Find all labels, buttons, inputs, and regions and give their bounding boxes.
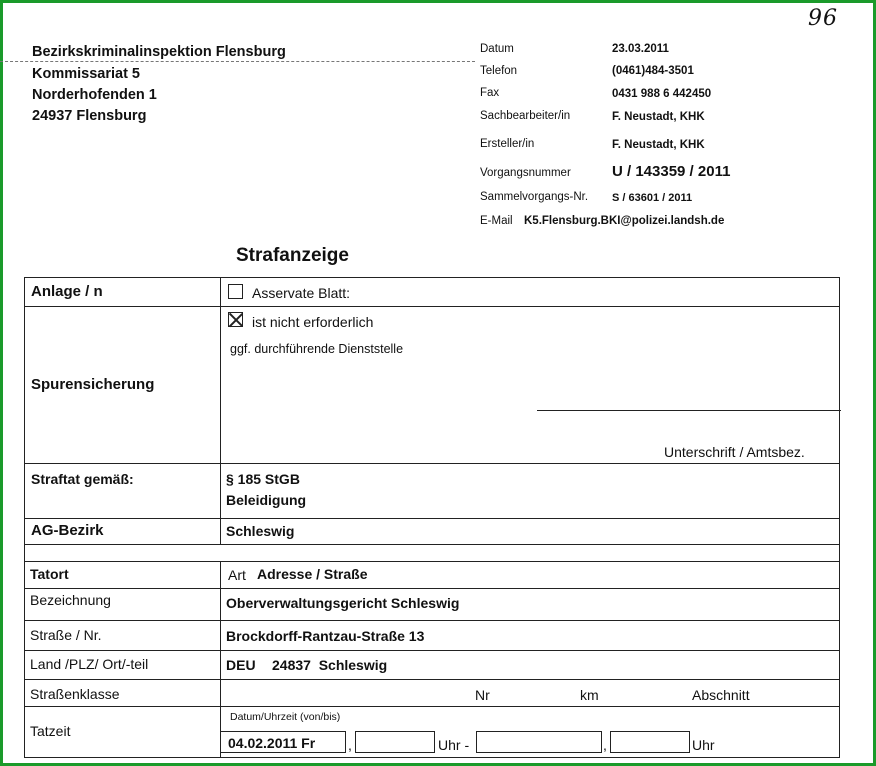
divider	[220, 277, 221, 307]
spuren-signature-caption: Unterschrift / Amtsbez.	[664, 444, 805, 460]
ersteller-label: Ersteller/in	[480, 138, 535, 150]
divider	[220, 561, 221, 589]
bezeichnung-value: Oberverwaltungsgericht Schleswig	[226, 595, 460, 611]
email-label: E-Mail	[480, 215, 513, 227]
datum-label: Datum	[480, 43, 514, 55]
sammel-label: Sammelvorgangs-Nr.	[480, 191, 589, 203]
sender-agency: Bezirkskriminalinspektion Flensburg	[32, 44, 286, 60]
date-from-value: 04.02.2011 Fr	[228, 735, 316, 751]
land-label: Land /PLZ/ Ort/-teil	[30, 656, 149, 672]
sender-department: Kommissariat 5	[32, 66, 140, 82]
km-label: km	[580, 687, 599, 703]
tatort-label: Tatort	[30, 566, 69, 582]
divider	[220, 679, 221, 707]
row-strasse	[24, 620, 840, 651]
strasse-value: Brockdorff-Rantzau-Straße 13	[226, 628, 425, 644]
time-from-field[interactable]	[355, 731, 435, 753]
sachbearbeiter-label: Sachbearbeiter/in	[480, 110, 571, 122]
comma-2: ,	[603, 737, 607, 753]
klasse-label: Straßenklasse	[30, 686, 120, 702]
address-divider	[0, 61, 475, 62]
divider	[220, 588, 221, 621]
spuren-option: ist nicht erforderlich	[252, 314, 374, 330]
row-ag-bezirk	[24, 518, 840, 545]
email-value: K5.Flensburg.BKI@polizei.landsh.de	[524, 215, 725, 227]
document-title: Strafanzeige	[236, 245, 349, 266]
divider	[220, 620, 221, 651]
spuren-label: Spurensicherung	[31, 376, 155, 393]
straftat-label: Straftat gemäß:	[31, 471, 134, 487]
land-plz-ort: 24837 Schleswig	[272, 657, 388, 673]
uhr-1-label: Uhr -	[438, 737, 470, 753]
telefon-value: (0461)484-3501	[612, 65, 694, 77]
tatort-art-value: Adresse / Straße	[257, 566, 368, 582]
date-to-field[interactable]	[476, 731, 602, 753]
datum-value: 23.03.2011	[612, 43, 669, 55]
vorgang-label: Vorgangsnummer	[480, 167, 571, 179]
sender-city: 24937 Flensburg	[32, 108, 147, 124]
comma-1: ,	[348, 737, 352, 753]
straftat-name: Beleidigung	[226, 492, 307, 508]
sachbearbeiter-value: F. Neustadt, KHK	[612, 111, 705, 123]
anlage-label: Anlage / n	[31, 283, 103, 300]
bezeichnung-label: Bezeichnung	[30, 592, 111, 608]
row-tatort	[24, 561, 840, 589]
row-spacer	[24, 544, 840, 562]
abschnitt-label: Abschnitt	[692, 687, 750, 703]
time-to-field[interactable]	[610, 731, 690, 753]
nr-label: Nr	[475, 687, 490, 703]
divider	[220, 463, 221, 519]
ag-label: AG-Bezirk	[31, 522, 104, 539]
fax-label: Fax	[480, 87, 500, 99]
signature-line	[537, 410, 841, 411]
ag-value: Schleswig	[226, 523, 295, 539]
spuren-note: ggf. durchführende Dienststelle	[230, 342, 404, 356]
row-straftat	[24, 463, 840, 519]
divider	[220, 650, 221, 680]
anlage-option: Asservate Blatt:	[252, 285, 351, 301]
sammel-value: S / 63601 / 2011	[612, 192, 693, 204]
spuren-checkbox-checked[interactable]	[228, 312, 243, 327]
anlage-checkbox[interactable]	[228, 284, 243, 299]
uhr-2-label: Uhr	[692, 737, 715, 753]
straftat-paragraph: § 185 StGB	[226, 471, 300, 487]
telefon-label: Telefon	[480, 65, 518, 77]
divider	[220, 306, 221, 464]
row-anlage	[24, 277, 840, 307]
sender-street: Norderhofenden 1	[32, 87, 157, 103]
land-country: DEU	[226, 657, 256, 673]
ersteller-value: F. Neustadt, KHK	[612, 139, 705, 151]
tatort-art-label: Art	[228, 567, 246, 583]
datum-uhrzeit-label: Datum/Uhrzeit (von/bis)	[230, 711, 341, 723]
page-number: 96	[808, 6, 838, 31]
fax-value: 0431 988 6 442450	[612, 88, 712, 100]
vorgang-value: U / 143359 / 2011	[612, 163, 731, 180]
divider	[220, 518, 221, 545]
strasse-label: Straße / Nr.	[30, 627, 102, 643]
tatzeit-label: Tatzeit	[30, 723, 71, 739]
